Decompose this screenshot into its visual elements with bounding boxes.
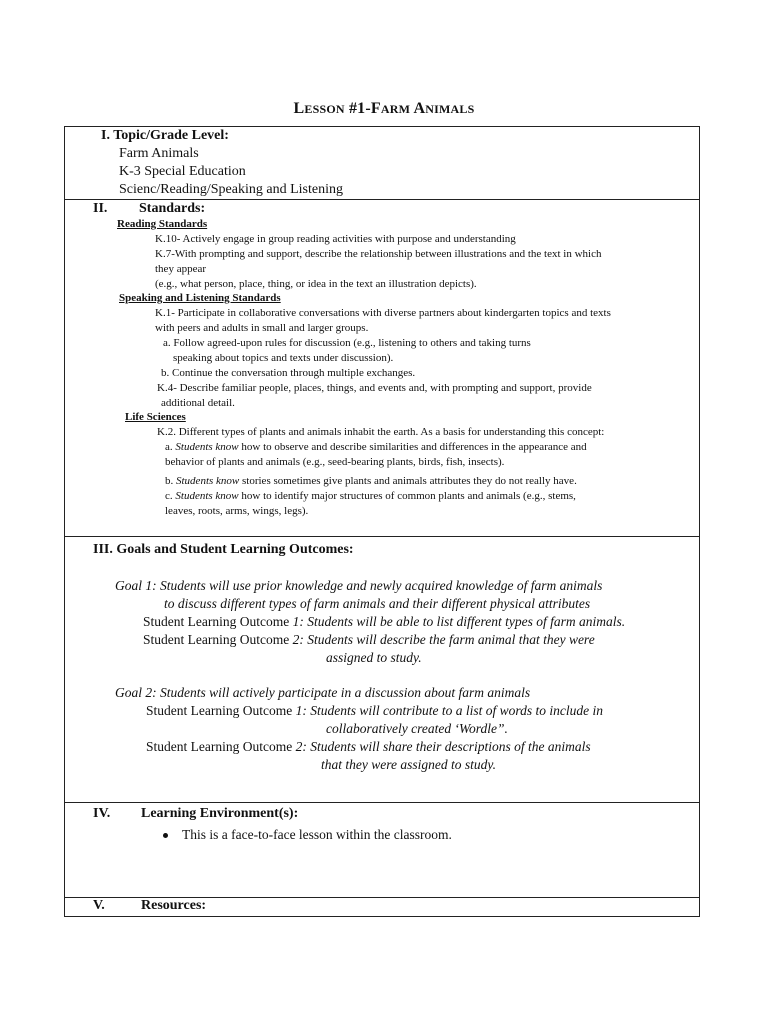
goal-line: Goal 1: Students will use prior knowledge and newly acquired knowledge of farm animals	[115, 578, 603, 593]
subheading-reading: Reading Standards	[117, 218, 208, 230]
subheading-speaking: Speaking and Listening Standards	[119, 292, 281, 304]
standard-line: with peers and adults in small and larger groups.	[155, 322, 369, 334]
section-heading: III. Goals and Student Learning Outcomes:	[93, 542, 354, 557]
section-heading: Resources:	[141, 898, 207, 913]
section-resources	[65, 898, 699, 916]
outcome-line: Student Learning Outcome 2: Students will describe the farm animal that they were	[143, 632, 595, 647]
standard-line: K.2. Different types of plants and animals inhabit the earth. As a basis for understanding this concept:	[157, 426, 605, 438]
section-heading: Standards:	[139, 201, 206, 216]
lesson-plan-table	[64, 126, 700, 917]
standard-line: K.4- Describe familiar people, places, things, and events and, with prompting and support, provide	[157, 382, 592, 394]
topic-line: Farm Animals	[119, 146, 199, 161]
grade-line: K-3 Special Education	[119, 164, 246, 179]
standard-line: (e.g., what person, place, thing, or idea in the text an illustration depicts).	[155, 278, 477, 290]
section-numeral: IV.	[93, 806, 111, 821]
standard-line: a. Students know how to observe and describe similarities and differences in the appearance and	[165, 441, 587, 453]
section-numeral: V.	[93, 898, 105, 913]
bullet-icon	[163, 833, 168, 838]
section-heading: Learning Environment(s):	[141, 806, 299, 821]
standard-line: leaves, roots, arms, wings, legs).	[165, 505, 309, 517]
outcome-line: collaboratively created ‘Wordle”.	[326, 721, 508, 736]
section-heading: I. Topic/Grade Level:	[101, 128, 229, 143]
standard-line: behavior of plants and animals (e.g., seed-bearing plants, birds, fish, insects).	[165, 456, 505, 468]
document-title: LESSON #1-FARM ANIMALS	[293, 100, 475, 117]
section-environment	[65, 803, 699, 897]
outcome-line: that they were assigned to study.	[321, 757, 496, 772]
standard-line: speaking about topics and texts under discussion).	[173, 352, 394, 364]
section-topic	[65, 127, 699, 199]
outcome-line: Student Learning Outcome 1: Students will contribute to a list of words to include in	[146, 703, 603, 718]
subject-line: Scienc/Reading/Speaking and Listening	[119, 182, 343, 197]
outcome-line: assigned to study.	[326, 650, 422, 665]
standard-line: K.7-With prompting and support, describe the relationship between illustrations and the text in which	[155, 248, 602, 260]
goal-line: Goal 2: Students will actively participate in a discussion about farm animals	[115, 685, 531, 700]
goal-line: to discuss different types of farm animals and their different physical attributes	[164, 596, 591, 611]
standard-line: c. Students know how to identify major structures of common plants and animals (e.g., stems,	[165, 490, 576, 502]
standard-line: b. Students know stories sometimes give plants and animals attributes they do not really have.	[165, 475, 577, 487]
standard-line: K.1- Participate in collaborative conversations with diverse partners about kindergarten topics and texts	[155, 307, 611, 319]
outcome-line: Student Learning Outcome 2: Students will share their descriptions of the animals	[146, 739, 591, 754]
standard-line: a. Follow agreed-upon rules for discussion (e.g., listening to others and taking turns	[163, 337, 531, 349]
standard-line: they appear	[155, 263, 206, 275]
section-standards	[65, 200, 699, 536]
bullet-item: This is a face-to-face lesson within the classroom.	[163, 827, 452, 843]
standard-line: additional detail.	[161, 397, 235, 409]
section-numeral: II.	[93, 201, 108, 216]
outcome-line: Student Learning Outcome 1: Students will be able to list different types of farm animals.	[143, 614, 626, 629]
section-goals	[65, 537, 699, 802]
subheading-life-sciences: Life Sciences	[125, 411, 186, 423]
standard-line: b. Continue the conversation through multiple exchanges.	[161, 367, 416, 379]
standard-line: K.10- Actively engage in group reading activities with purpose and understanding	[155, 233, 516, 245]
